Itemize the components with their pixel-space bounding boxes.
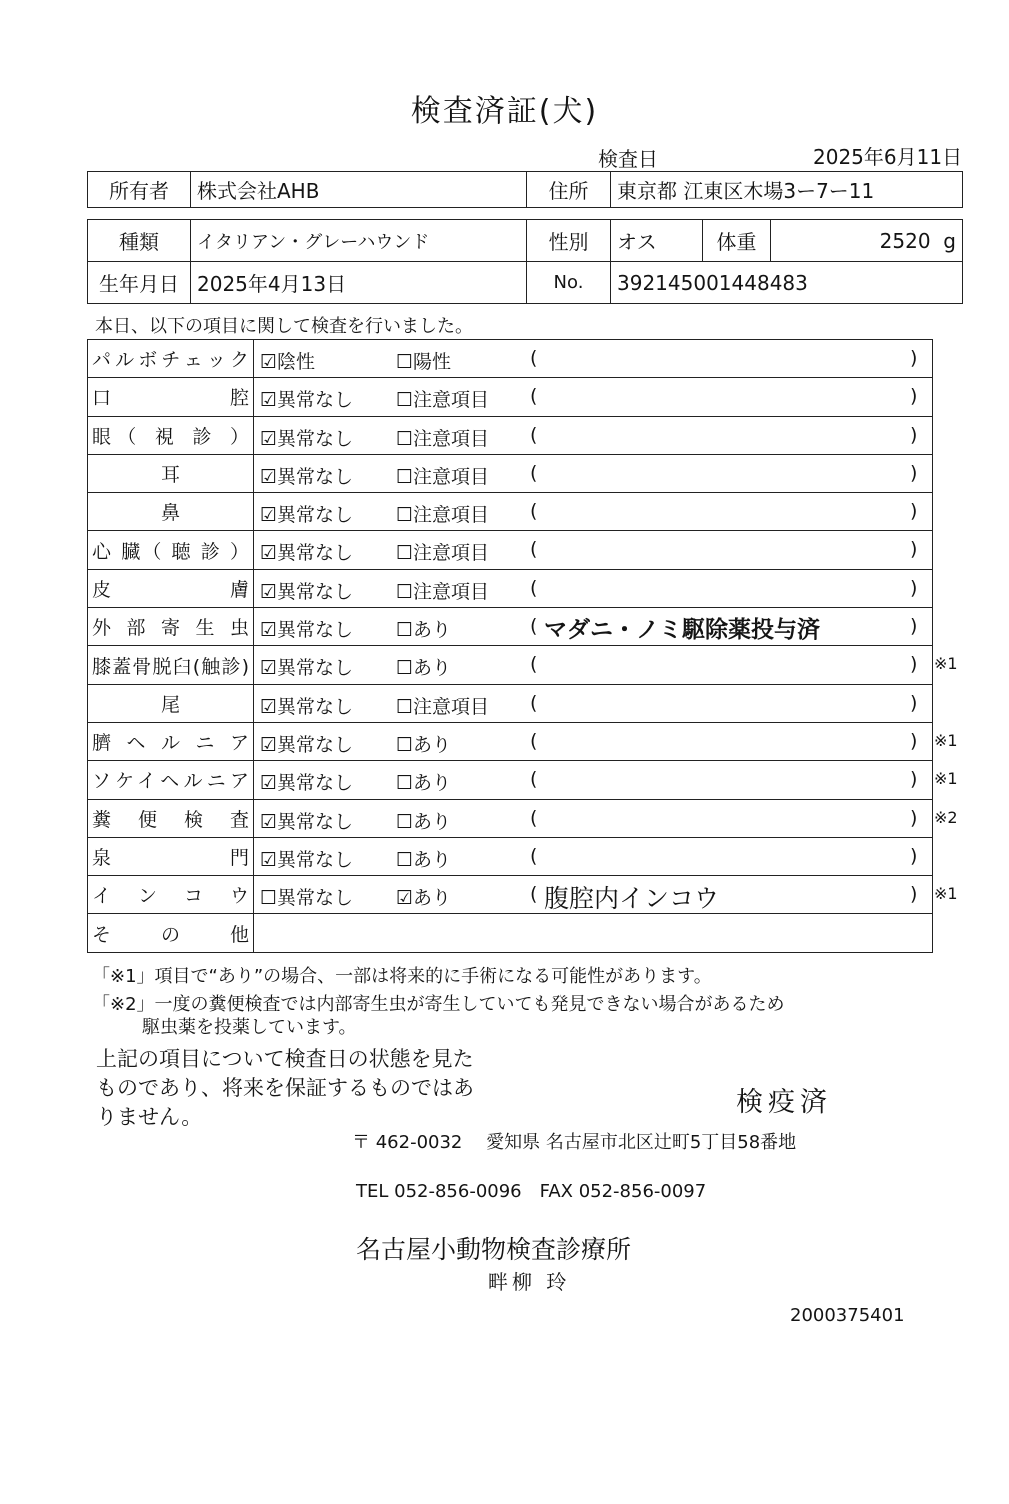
check-item-name: 外 部 寄 生 虫 — [88, 608, 254, 646]
paren-open: ( — [530, 538, 538, 561]
option-2: ☐陽性 — [396, 351, 452, 373]
footnote-mark: ※1 — [934, 730, 958, 750]
check-row — [88, 876, 933, 914]
check-row — [88, 684, 933, 722]
check-item-name: 泉 門 — [88, 837, 254, 875]
option-1: ☑異常なし — [260, 465, 354, 488]
owner-label: 所有者 — [88, 172, 191, 208]
option-1: ☑異常なし — [260, 619, 354, 642]
check-note: 腹腔内インコウ — [544, 884, 720, 914]
check-item-name: イ ン コ ウ — [88, 876, 254, 914]
check-row — [88, 722, 933, 760]
number-label: No. — [527, 262, 611, 304]
footnote-1: 「※1」項目で“あり”の場合、一部は将来的に手術になる可能性があります。 — [92, 966, 712, 987]
check-item-result — [254, 416, 933, 454]
paren-open: ( — [530, 883, 538, 906]
check-item-result — [254, 531, 933, 569]
number-value: 392145001448483 — [611, 262, 963, 304]
paren-close: ) — [910, 500, 918, 523]
paren-close: ) — [910, 691, 918, 714]
check-item-name: ソケイヘルニア — [88, 761, 254, 799]
birth-value: 2025年4月13日 — [191, 262, 527, 304]
option-1: ☑異常なし — [260, 542, 354, 565]
option-1: ☑異常なし — [260, 580, 354, 603]
option-2: ☐注意項目 — [396, 542, 490, 565]
check-item-result — [254, 761, 958, 799]
check-item-name: そ の 他 — [88, 914, 254, 952]
option-2: ☐あり — [396, 848, 452, 871]
paren-close: ) — [910, 883, 918, 906]
check-item-result — [254, 837, 933, 875]
paren-close: ) — [910, 538, 918, 561]
paren-close: ) — [910, 653, 918, 676]
check-row — [88, 378, 933, 416]
paren-open: ( — [530, 615, 538, 638]
check-row — [88, 340, 933, 378]
option-1: ☑異常なし — [260, 657, 354, 680]
paren-open: ( — [530, 576, 538, 599]
check-item-result — [254, 493, 933, 531]
check-item-result — [254, 378, 933, 416]
option-1: ☑異常なし — [260, 695, 354, 718]
paren-open: ( — [530, 423, 538, 446]
breed-value: イタリアン・グレーハウンド — [191, 220, 527, 262]
option-1: ☑異常なし — [260, 772, 354, 795]
check-note: マダニ・ノミ駆除薬投与済 — [544, 617, 820, 644]
check-item-name: 尾 — [88, 684, 254, 722]
paren-open: ( — [530, 806, 538, 829]
footnote-2: 「※2」一度の糞便検査では内部寄生虫が寄生していても発見できない場合があるため — [92, 994, 785, 1015]
check-item-name: 眼（ 視 診 ） — [88, 416, 254, 454]
sex-label: 性別 — [527, 220, 611, 262]
paren-open: ( — [530, 347, 538, 369]
owner-table — [87, 171, 963, 208]
intro-text: 本日、以下の項目に関して検査を行いました。 — [95, 316, 473, 337]
check-item-result — [254, 684, 933, 722]
option-1: ☑異常なし — [260, 810, 354, 833]
weight-unit: g — [943, 228, 956, 253]
paren-close: ) — [910, 576, 918, 599]
option-1: ☐異常なし — [260, 887, 354, 910]
paren-open: ( — [530, 653, 538, 676]
check-item-result — [254, 876, 958, 914]
paren-close: ) — [910, 615, 918, 638]
option-2: ☐あり — [396, 619, 452, 642]
exam-date-label: 検査日 — [598, 147, 658, 171]
birth-label: 生年月日 — [88, 262, 191, 304]
check-item-result — [254, 646, 958, 684]
check-table — [87, 339, 958, 953]
check-item-name: 臍 ヘ ル ニ ア — [88, 722, 254, 760]
footnote-mark: ※1 — [934, 884, 958, 904]
check-row — [88, 416, 933, 454]
serial-number: 2000375401 — [790, 1305, 905, 1326]
check-item-name: パルボチェック — [88, 340, 254, 378]
paren-close: ) — [910, 844, 918, 867]
check-row — [88, 454, 933, 492]
paren-close: ) — [910, 423, 918, 446]
check-item-result — [254, 340, 933, 378]
check-row — [88, 531, 933, 569]
weight-value: 2520 — [879, 228, 931, 253]
check-row — [88, 569, 933, 607]
paren-close: ) — [910, 461, 918, 484]
check-row — [88, 914, 933, 952]
sex-value: オス — [611, 220, 703, 262]
option-2: ☐注意項目 — [396, 695, 490, 718]
option-2: ☐注意項目 — [396, 465, 490, 488]
option-2: ☐あり — [396, 772, 452, 795]
check-item-result — [254, 722, 958, 760]
option-2: ☐あり — [396, 657, 452, 680]
address-label: 住所 — [527, 172, 611, 208]
breed-label: 種類 — [88, 220, 191, 262]
clinic-name: 名古屋小動物検査診療所 — [356, 1235, 632, 1264]
paren-open: ( — [530, 500, 538, 523]
paren-close: ) — [910, 347, 918, 369]
footnote-mark: ※2 — [934, 807, 958, 827]
option-2: ☑あり — [396, 887, 452, 910]
footnote-2-cont: 駆虫薬を投薬しています。 — [142, 1017, 357, 1038]
option-2: ☐注意項目 — [396, 580, 490, 603]
option-1: ☑異常なし — [260, 389, 354, 412]
paren-close: ) — [910, 729, 918, 752]
quarantine-stamp: 検疫済 — [736, 1087, 832, 1118]
check-item-name: 膝蓋骨脱臼(触診) — [88, 646, 254, 684]
option-2: ☐あり — [396, 733, 452, 756]
check-item-name: 鼻 — [88, 493, 254, 531]
paren-close: ) — [910, 385, 918, 408]
check-row — [88, 608, 933, 646]
paren-open: ( — [530, 729, 538, 752]
page-title: 検査済証(犬) — [410, 94, 599, 129]
weight-cell — [771, 220, 963, 262]
check-row — [88, 837, 933, 875]
weight-label: 体重 — [703, 220, 771, 262]
check-item-name: 口 腔 — [88, 378, 254, 416]
paren-open: ( — [530, 385, 538, 408]
option-2: ☐あり — [396, 810, 452, 833]
option-2: ☐注意項目 — [396, 389, 490, 412]
footnote-mark: ※1 — [934, 769, 958, 789]
check-row — [88, 646, 933, 684]
check-row — [88, 761, 933, 799]
paren-open: ( — [530, 461, 538, 484]
check-item-result — [254, 454, 933, 492]
pet-table — [87, 219, 963, 304]
check-item-result — [254, 569, 933, 607]
option-2: ☐注意項目 — [396, 504, 490, 527]
address-value: 東京都 江東区木場3ー7ー11 — [611, 172, 963, 208]
check-row — [88, 799, 933, 837]
clinic-address: 〒 462-0032 愛知県 名古屋市北区辻町5丁目58番地 — [352, 1132, 797, 1153]
option-1: ☑異常なし — [260, 427, 354, 450]
paren-open: ( — [530, 768, 538, 791]
footnote-mark: ※1 — [934, 654, 958, 674]
check-item-result — [254, 608, 933, 646]
check-item-name: 心 臓（ 聴 診 ） — [88, 531, 254, 569]
veterinarian-name: 畔柳 玲 — [488, 1270, 571, 1294]
owner-value: 株式会社AHB — [191, 172, 527, 208]
paren-open: ( — [530, 691, 538, 714]
option-1: ☑異常なし — [260, 848, 354, 871]
check-item-result — [254, 914, 933, 952]
option-1: ☑陰性 — [260, 351, 316, 373]
check-item-result — [254, 799, 958, 837]
check-item-name: 耳 — [88, 454, 254, 492]
check-row — [88, 493, 933, 531]
paren-close: ) — [910, 768, 918, 791]
check-item-name: 皮 膚 — [88, 569, 254, 607]
paren-close: ) — [910, 806, 918, 829]
paren-open: ( — [530, 844, 538, 867]
option-1: ☑異常なし — [260, 733, 354, 756]
exam-date-value: 2025年6月11日 — [813, 145, 963, 169]
option-2: ☐注意項目 — [396, 427, 490, 450]
clinic-tel: TEL 052-856-0096 FAX 052-856-0097 — [356, 1181, 707, 1202]
disclaimer: 上記の項目について検査日の状態を見たものであり、将来を保証するものではありません。 — [96, 1047, 474, 1129]
check-item-name: 糞 便 検 査 — [88, 799, 254, 837]
option-1: ☑異常なし — [260, 504, 354, 527]
